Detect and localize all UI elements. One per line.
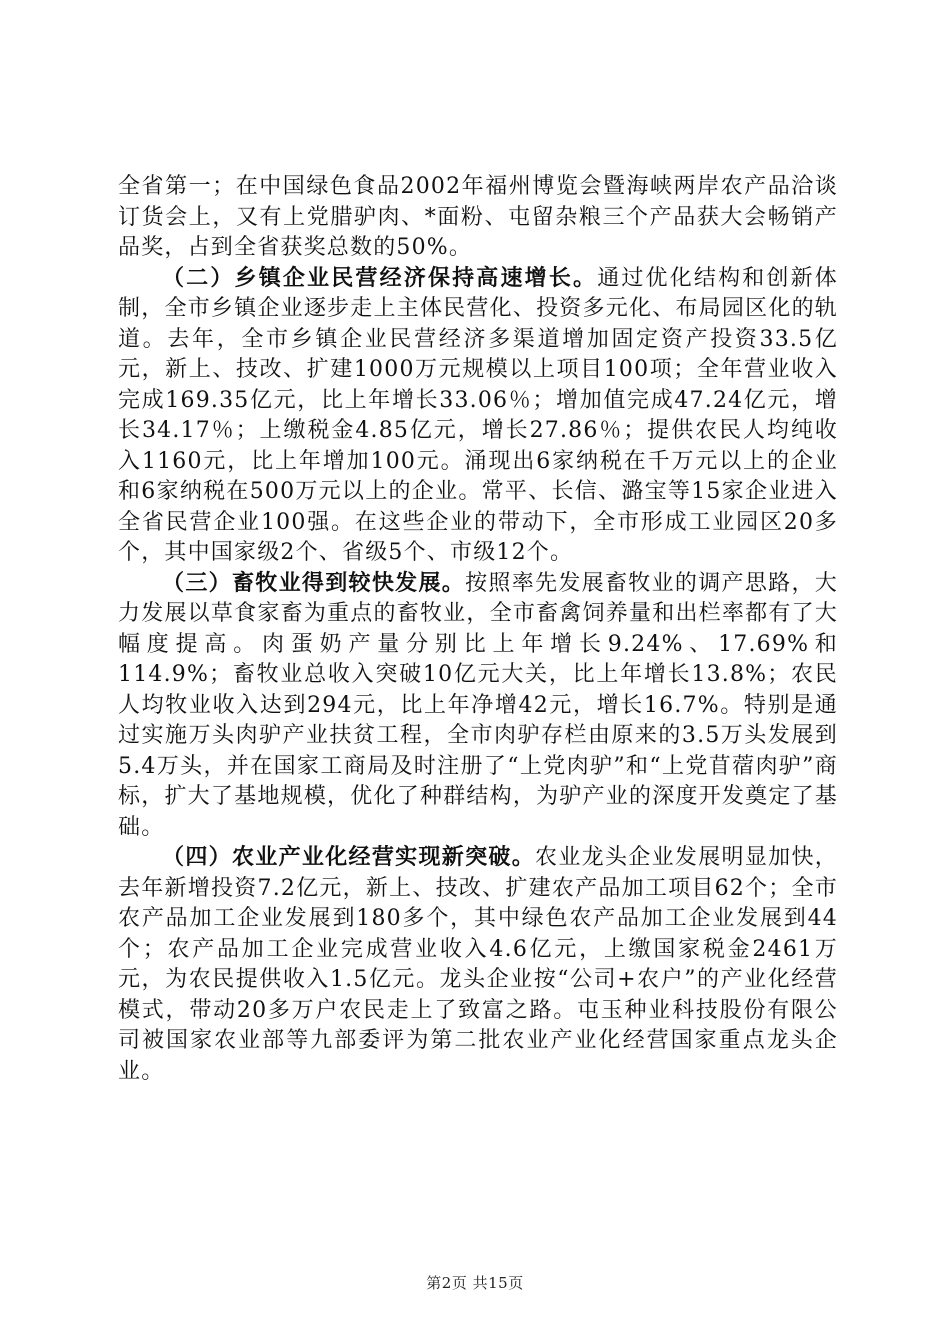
paragraph-1 <box>118 172 838 264</box>
paragraph-2 <box>118 264 838 569</box>
paragraph-1-text: 全省第一；在中国绿色食品2002年福州博览会暨海峡两岸农产品洽谈订货会上，又有上党腊驴肉、*面粉、屯留杂粮三个产品获大会畅销产品奖，占到全省获奖总数的50%。 <box>118 174 838 260</box>
document-body <box>118 172 838 1087</box>
paragraph-2-text: 通过优化结构和创新体制，全市乡镇企业逐步走上主体民营化、投资多元化、布局园区化的轨道。去年，全市乡镇企业民营经济多渠道增加固定资产投资33.5亿元，新上、技改、扩建1000万元规模以上项目100项；全年营业收入完成169.35亿元，比上年增长33.06％；增加值完成47.24亿元，增长34.17％；上缴税金4.85亿元，增长27.86％；提供农民人均纯收入1160元，比上年增加100元。涌现出6家纳税在千万元以上的企业和6家纳税在500万元以上的企业。常平、长信、潞宝等15家企业进入全省民营企业100强。在这些企业的带动下，全市形成工业园区20多个，其中国家级2个、省级5个、市级12个。 <box>118 265 838 565</box>
page-number-footer: 第2页 共15页 <box>426 1274 524 1292</box>
paragraph-4-text: 农业龙头企业发展明显加快，去年新增投资7.2亿元，新上、技改、扩建农产品加工项目62个；全市农产品加工企业发展到180多个，其中绿色农产品加工企业发展到44个；农产品加工企业完成营业收入4.6亿元，上缴国家税金2461万元，为农民提供收入1.5亿元。龙头企业按“公司+农户”的产业化经营模式，带动20多万户农民走上了致富之路。屯玉种业科技股份有限公司被国家农业部等九部委评为第二批农业产业化经营国家重点龙头企业。 <box>118 845 838 1084</box>
paragraph-3-text: 按照率先发展畜牧业的调产思路，大力发展以草食家畜为重点的畜牧业，全市畜禽饲养量和出栏率都有了大幅度提高。肉蛋奶产量分别比上年增长9.24%、17.69%和114.9%；畜牧业总收入突破10亿元大关，比上年增长13.8%；农民人均牧业收入达到294元，比上年净增42元，增长16.7%。特别是通过实施万头肉驴产业扶贫工程，全市肉驴存栏由原来的3.5万头发展到5.4万头，并在国家工商局及时注册了“上党肉驴”和“上党苜蓿肉驴”商标，扩大了基地规模，优化了种群结构，为驴产业的深度开发奠定了基础。 <box>118 570 839 840</box>
paragraph-4 <box>118 843 838 1087</box>
paragraph-3-heading: （三）畜牧业得到较快发展。 <box>162 570 466 596</box>
paragraph-2-heading: （二）乡镇企业民营经济保持高速增长。 <box>162 265 598 291</box>
paragraph-3 <box>118 569 838 844</box>
paragraph-4-heading: （四）农业产业化经营实现新突破。 <box>162 845 536 870</box>
